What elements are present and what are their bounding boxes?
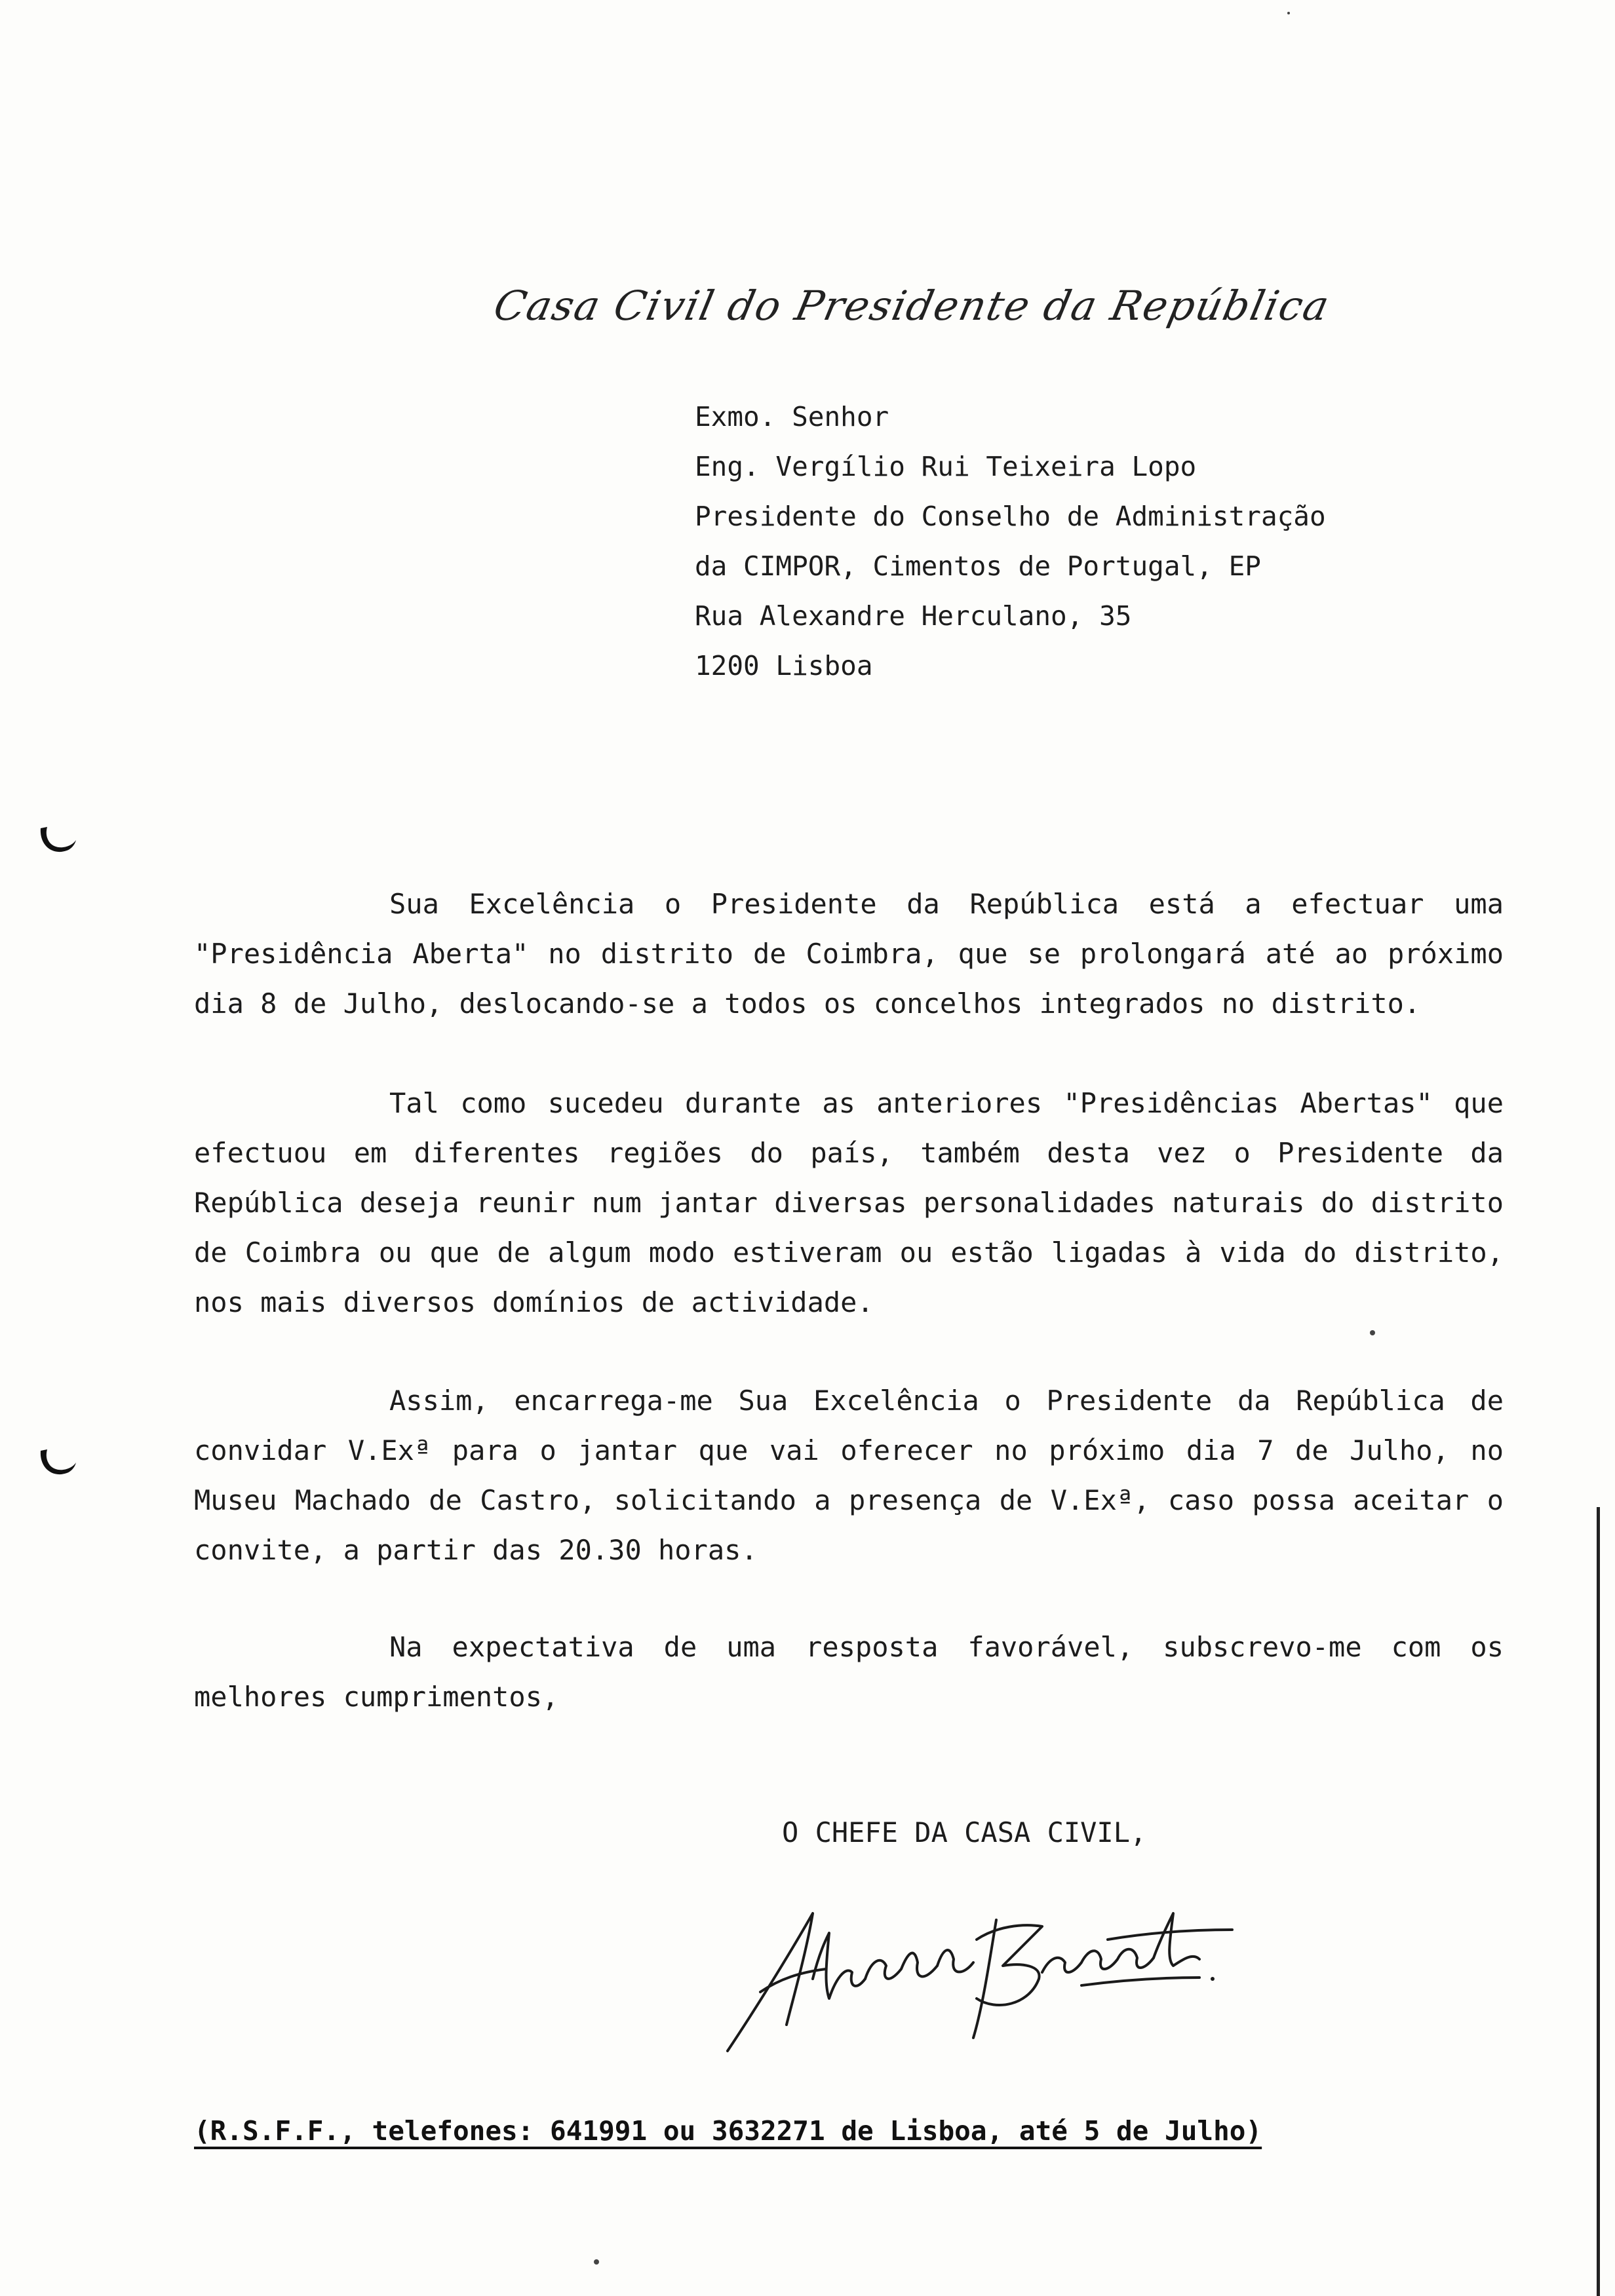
- address-line: 1200 Lisboa: [695, 650, 873, 681]
- address-line: Eng. Vergílio Rui Teixeira Lopo: [695, 451, 1197, 482]
- speck: [594, 2259, 599, 2265]
- body-paragraph: Tal como sucedeu durante as anteriores "Presidências Abertas" que efectuou em diferentes regiões do país, também desta vez o Presidente da República deseja reunir num jantar diversas personalidades naturais do distrito de Coimbra ou que de algum modo estiveram ou estão ligadas à vida do distrito, nos mais diversos domínios de actividade.: [194, 1087, 1504, 1318]
- handwritten-signature: [714, 1900, 1239, 2057]
- body-paragraph: Sua Excelência o Presidente da República está a efectuar uma "Presidência Aberta" no distrito de Coimbra, que se prolongará até ao próximo dia 8 de Julho, deslocando-se a todos os concelhos integrados no distrito.: [194, 888, 1504, 1020]
- speck: [1287, 12, 1290, 14]
- recipient-address: [695, 392, 1326, 691]
- address-line: Exmo. Senhor: [695, 401, 889, 432]
- page-edge-line: [1597, 1507, 1600, 2296]
- letterhead: Casa Civil do Presidente da República: [490, 282, 1334, 330]
- address-line: Rua Alexandre Herculano, 35: [695, 600, 1132, 632]
- punch-hole-icon: [37, 1442, 79, 1483]
- body-paragraph: Na expectativa de uma resposta favorável, subscrevo-me com os melhores cumprimentos,: [194, 1631, 1504, 1713]
- punch-hole-icon: [37, 819, 79, 861]
- address-line: da CIMPOR, Cimentos de Portugal, EP: [695, 550, 1261, 582]
- footnote: (R.S.F.F., telefones: 641991 ou 3632271 de Lisboa, até 5 de Julho): [194, 2115, 1262, 2147]
- signatory-title: O CHEFE DA CASA CIVIL,: [782, 1816, 1147, 1848]
- body-paragraph: Assim, encarrega-me Sua Excelência o Presidente da República de convidar V.Exª para o jantar que vai oferecer no próximo dia 7 de Julho, no Museu Machado de Castro, solicitando a presença de V.Exª, caso possa aceitar o convite, a partir das 20.30 horas.: [194, 1385, 1504, 1566]
- speck: [1370, 1330, 1375, 1335]
- address-line: Presidente do Conselho de Administração: [695, 501, 1326, 532]
